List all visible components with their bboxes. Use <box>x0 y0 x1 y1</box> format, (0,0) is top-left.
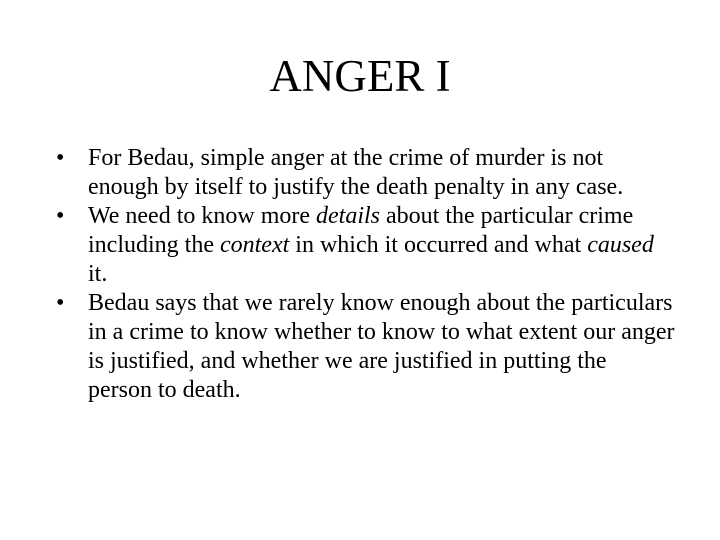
bullet-text-run: For Bedau, simple anger at the crime of murder is not enough by itself to justify the death penalty in any case. <box>88 145 624 200</box>
bullet-text-run: it. <box>88 261 108 287</box>
bullet-text-emphasis: context <box>219 232 290 258</box>
bullet-text-run: in which it occurred and what <box>289 232 588 258</box>
bullet-item <box>56 144 676 202</box>
slide-title: ANGER I <box>269 51 451 101</box>
bullet-text-run: about the particular crime including the <box>88 203 634 258</box>
bullet-list <box>56 144 676 405</box>
bullet-text <box>88 203 654 287</box>
bullet-item <box>56 289 676 405</box>
bullet-text-emphasis: details <box>316 203 380 229</box>
bullet-icon: • <box>56 290 65 316</box>
bullet-item <box>56 202 676 289</box>
bullet-icon: • <box>56 145 65 171</box>
bullet-text-run: Bedau says that we rarely know enough about the particulars in a crime to know whether to know to what extent our anger is justified, and whether we are justified in putting the person to death. <box>88 290 675 403</box>
bullet-icon: • <box>56 203 65 229</box>
bullet-text <box>88 290 675 403</box>
bullet-text-emphasis: caused <box>587 232 654 258</box>
bullet-text-run: We need to know more <box>88 203 316 229</box>
bullet-text <box>88 145 623 200</box>
